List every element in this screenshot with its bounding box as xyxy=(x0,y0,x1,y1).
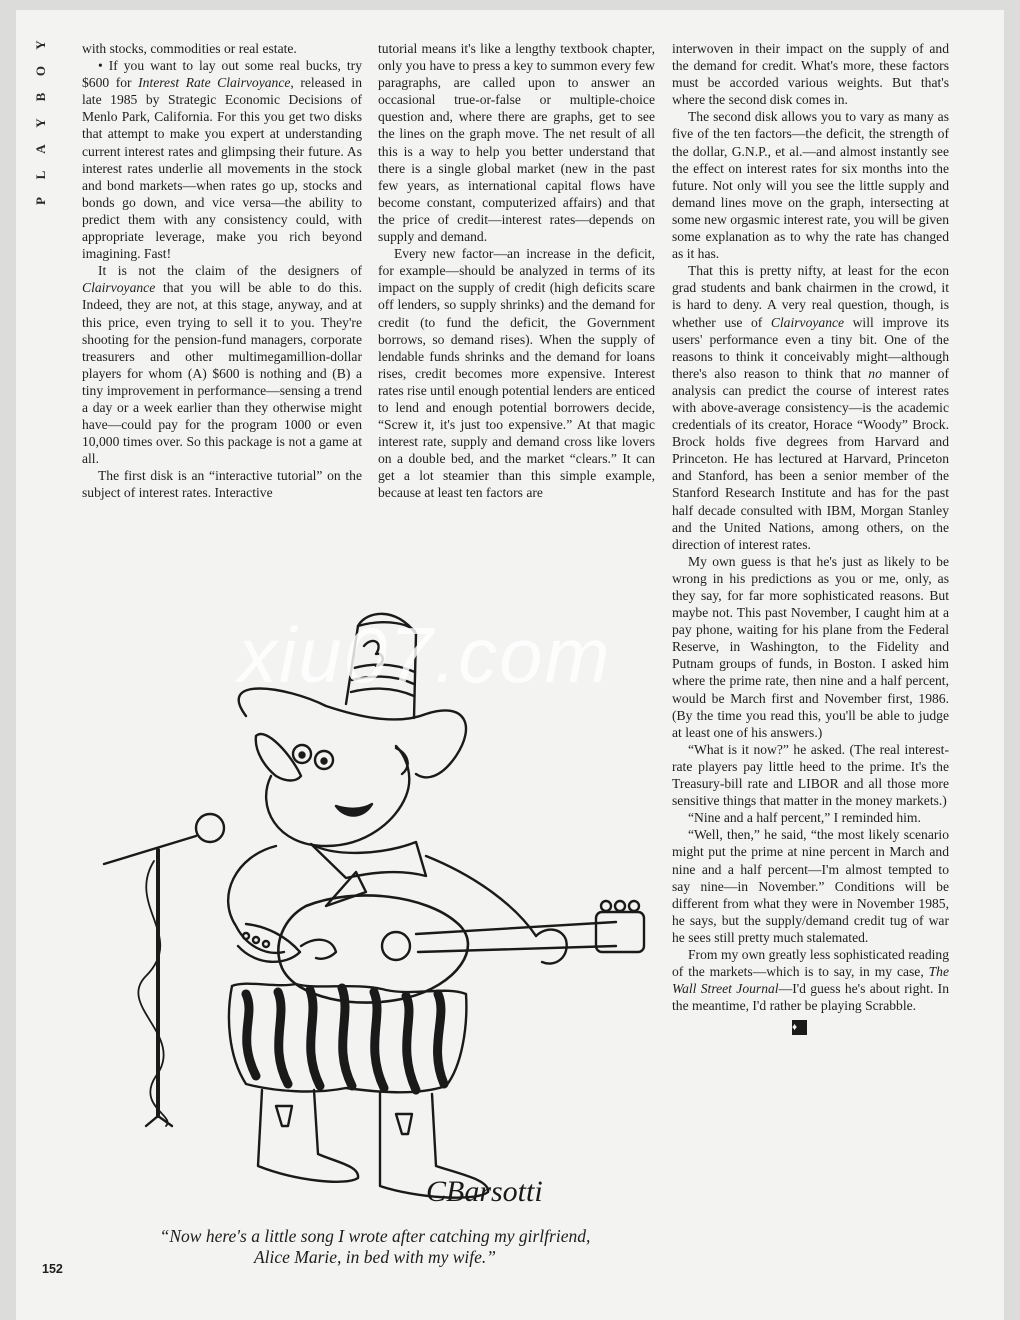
paragraph: My own guess is that he's just as likely to be wrong in his predictions as you or me, only, as they say, for far more sophisticated reasons. But maybe not. This past November, I caught him at a pay phone, waiting for his plane from the Federal Reserve, in Washington, to the Fidelity and Putnam groups of funds, in Boston. I asked him where the prime rate, then nine and a half percent, would be March first and November first, 1986. (By the time you read this, you'll be able to judge at least one of his answers.) xyxy=(672,553,949,740)
masthead-letter: Y xyxy=(33,40,48,50)
paragraph: “What is it now?” he asked. (The real interest-rate players pay little heed to the prime. It's the Treasury-bill rate and LIBOR and all those more sensitive things that matter in the money markets.) xyxy=(672,741,949,809)
masthead-letter: L xyxy=(33,170,48,180)
masthead-letter: O xyxy=(33,65,48,77)
paragraph: The first disk is an “interactive tutorial” on the subject of interest rates. Interactive xyxy=(82,468,362,501)
paragraph: Every new factor—an increase in the deficit, for example—should be analyzed in terms of its impact on the supply of credit (high deficits scare off lenders, so supply shrinks) and the demand for credit (to fund the deficit, the Government borrows, so demand rises). When the supply of lendable funds shrinks and the demand for loans rises, credit becomes more expensive. Interest rates rise until enough potential lenders are enticed to lend and enough potential borrowers decide, “Screw it, it's just too expensive.” At that magic interest rate, supply and demand cross like lovers on a double bed, and the market “clears.” It can get a lot steamier than this simple example, because at least ten factors are xyxy=(378,246,655,501)
paragraph: That this is pretty nifty, at least for the econ grad students and bank chairmen in the crowd, it is hard to deny. A very real question, though, is whether use of Clairvoyance will improve its users' performance even a tiny bit. One of the reasons to think it conceivably might—although there's also reason to think that no manner of analysis can predict the course of interest rates with above-average consistency—is the academic credentials of its creator, Horace “Woody” Brock. Brock holds five degrees from Harvard and Princeton. He has lectured at Harvard, Princeton and Stanford, has been a senior member of the Stanford Research Institute and has for the past half decade consulted with IBM, Morgan Stanley and the United Nations, among others, on the direction of interest rates. xyxy=(672,263,949,552)
text-column-1 xyxy=(82,40,362,502)
paragraph: interwoven in their impact on the supply of and the demand for credit. What's more, these factors must be accorded various weights. But that's where the second disk comes in. xyxy=(672,41,949,108)
masthead-letter: A xyxy=(33,144,48,154)
text-column-2 xyxy=(378,40,655,502)
playboy-masthead-vertical xyxy=(28,32,54,214)
newspaper-title: The Wall Street Journal xyxy=(672,964,949,997)
paragraph: “Well, then,” he said, “the most likely scenario might put the prime at nine percent in March and nine and a half percent—I'm almost tempted to say nine—in November.” Conditions will be different from what they were in November 1985, he says, but the supply/demand credit tug of war he sees still pretty much stalemated. xyxy=(672,827,949,945)
cowboy-singer-cartoon xyxy=(96,606,666,1216)
product-title: Interest Rate Clairvoyance xyxy=(138,75,291,91)
paragraph: with stocks, commodities or real estate. xyxy=(82,41,297,56)
rabbit-head-end-icon: ♦ xyxy=(792,1020,807,1035)
cartoon-caption: “Now here's a little song I wrote after catching my girlfriend, Alice Marie, in bed with my wife.” xyxy=(159,1226,591,1267)
cowboy-face-illustration xyxy=(256,734,409,846)
paragraph: From my own greatly less sophisticated reading of the markets—which is to say, in my case, The Wall Street Journal—I'd guess he's about right. In the meantime, I'd rather be playing Scrabble. xyxy=(672,946,950,1014)
microphone-stand-illustration xyxy=(104,814,224,1126)
paragraph: The second disk allows you to vary as many as five of the ten factors—the deficit, the strength of the dollar, G.N.P., et al.—and almost instantly see the effect on interest rates for six months into the future. Not only will you see the little supply and demand lines move on the graph, intersecting at some new orgasmic interest rate, you will be given some explanation as to why the rate has changed as it has. xyxy=(672,109,949,262)
text-column-3 xyxy=(672,40,949,1035)
paragraph: “Nine and a half percent,” I reminded him. xyxy=(688,810,921,826)
paragraph: tutorial means it's like a lengthy textbook chapter, only you have to press a key to summon every few paragraphs, are called upon to answer an occasional true-or-false or multiple-choice question and, where there are graphs, get to see the lines on the graph move. The net result of all this is a way to help you better understand that there is a single global market (new in the past few years, as international capital flows have become constant, computerized affairs) and that the price of credit—interest rates—depends on supply and demand. xyxy=(378,41,655,245)
paragraph: • If you want to lay out some real bucks, try $600 for Interest Rate Clairvoyance, released in late 1985 by Strategic Economic Decisions of Menlo Park, California. For this you get two disks that attempt to make you expert at understanding current interest rates and glimpsing their future. As interest rates underlie all movements in the stock and bond markets—when rates go up, stocks and bonds go down, and vice versa—the ability to predict them with any consistency could, with appropriate leverage, make you rich beyond imagining. Fast! xyxy=(82,58,362,262)
product-title: Clairvoyance xyxy=(82,280,156,296)
cowboy-hat-illustration xyxy=(239,614,466,778)
paragraph: It is not the claim of the designers of Clairvoyance that you will be able to do this. Indeed, they are not, at this stage, anyway, and at this price, even trying to sell it to you. They're shooting for the pension-fund managers, corporate treasurers and other multimegamillion-dollar players for whom (A) $600 is nothing and (B) a tiny improvement in performance—sensing a trend a day or a week earlier than they otherwise might have—could pay for the program 1000 or even 10,000 times over. So this package is not a game at all. xyxy=(82,263,362,467)
masthead-letter: Y xyxy=(33,118,48,128)
masthead-letter: P xyxy=(33,197,48,205)
page-number: 152 xyxy=(42,1262,63,1276)
end-mark-line xyxy=(672,1014,949,1035)
cartoonist-signature: CBarsotti xyxy=(426,1175,543,1208)
masthead-letter: B xyxy=(33,92,48,102)
watermark-text: xiu07.com xyxy=(238,611,612,699)
striped-pants-illustration xyxy=(229,984,466,1093)
